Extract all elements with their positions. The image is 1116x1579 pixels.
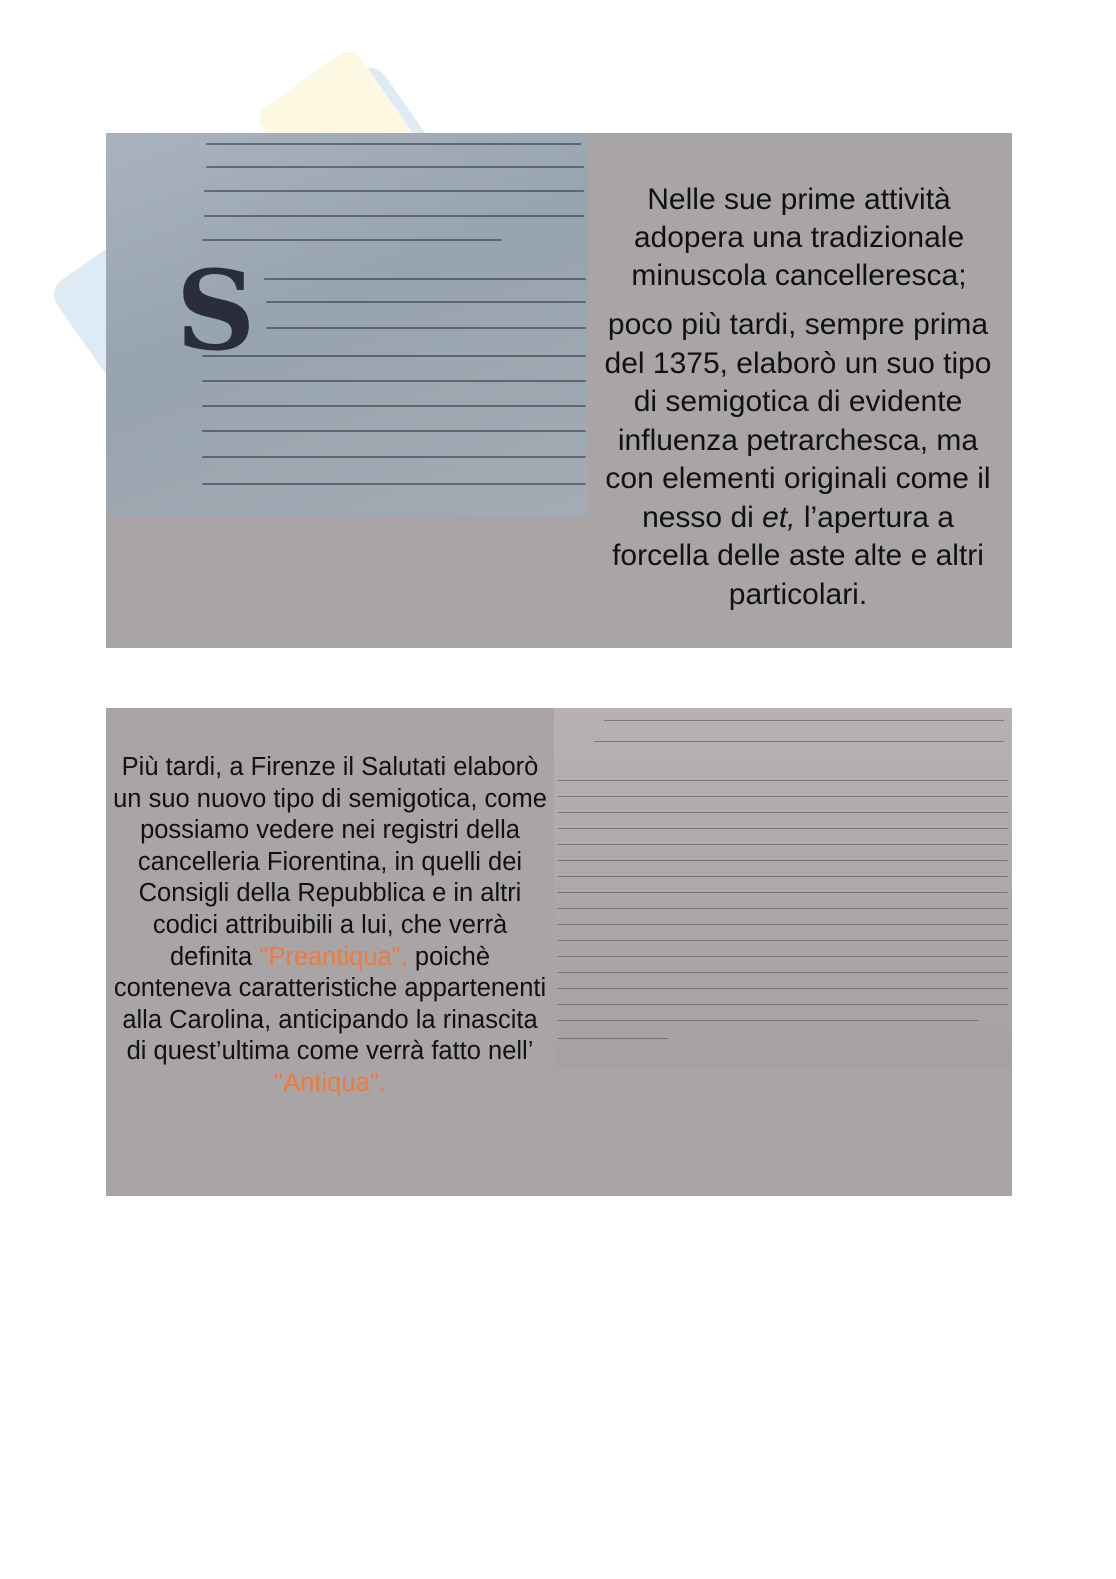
slide1-paragraph-1: Nelle sue prime attività adopera una tradizionale minuscola cancelleresca; — [631, 183, 967, 292]
slide-top — [106, 133, 1012, 648]
slide2-text-part1: Più tardi, a Firenze il Salutati elaborò un suo nuovo tipo di semigotica, come possiamo vedere nei registri della cancelleria Fiorentina, in quelli dei Consigli della Repubblica e in altri codici attribuibili a lui, che verrà definita — [113, 753, 547, 971]
highlight-preantiqua: "Preantiqua", — [259, 942, 408, 971]
highlight-antiqua: "Antiqua". — [274, 1068, 386, 1097]
manuscript-image-semigothic — [106, 133, 588, 515]
slide1-paragraph-2-part1: poco più tardi, sempre prima del 1375, elaborò un suo tipo di semigotica di evidente influenza petrarchesca, ma con elementi originali come il nesso di — [604, 308, 992, 534]
slide2-text-part2: poichè conteneva caratteristiche appartenenti alla Carolina, anticipando la rinascita di quest’ultima come verrà fatto nell’ — [113, 942, 547, 1066]
slide2-paragraph — [110, 752, 550, 1100]
slide1-paragraph-2 — [592, 306, 1004, 614]
manuscript-image-chancery-register — [554, 708, 1012, 1070]
illuminated-initial-icon: S — [176, 246, 256, 375]
slide1-italic-et: et, — [762, 500, 796, 534]
slide-bottom — [106, 708, 1012, 1196]
slide1-paragraph-2-part2: l’apertura a forcella delle aste alte e altri particolari. — [612, 500, 984, 611]
